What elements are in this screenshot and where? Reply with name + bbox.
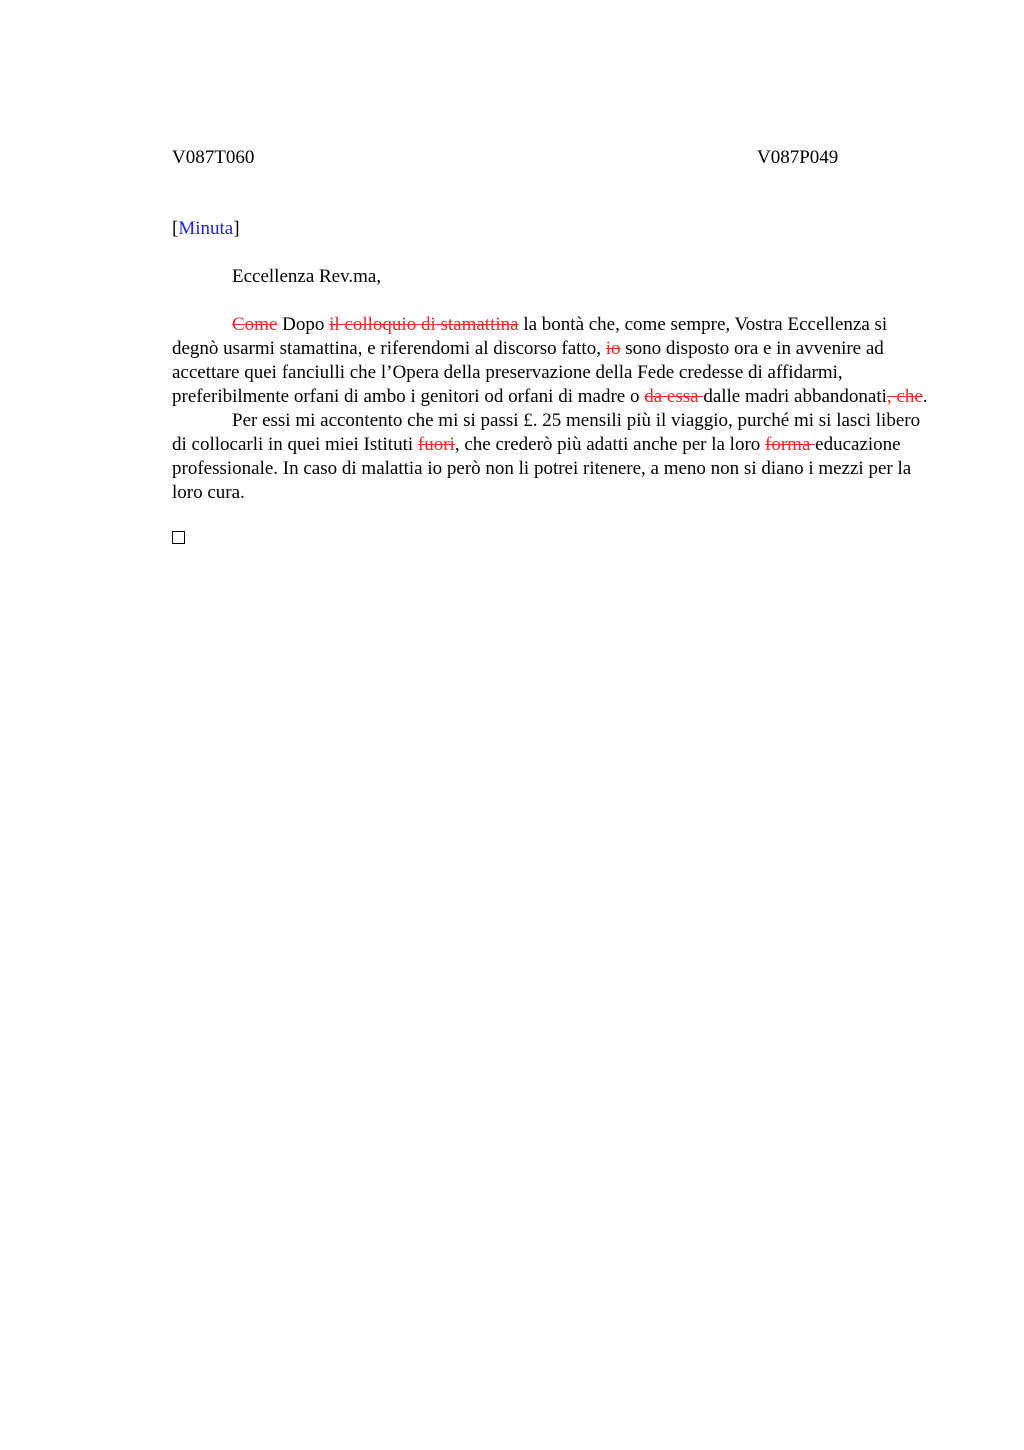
deleted-text: Come	[232, 314, 278, 335]
deleted-text: forma	[765, 434, 816, 455]
deleted-text: il colloquio di stamattina	[329, 314, 519, 335]
paragraph-2	[172, 409, 932, 505]
letter-body	[172, 313, 932, 505]
body-text: sono disposto ora e in avvenire ad accettare quei fanciulli che l’Opera della preservazione della Fede credesse di affidarmi, preferibilmente orfani di ambo i genitori od orfani di madre o	[172, 338, 884, 407]
deleted-text: fuori	[417, 434, 455, 455]
label-text: Minuta	[178, 218, 234, 239]
body-text: , che crederò più adatti anche per la loro	[454, 434, 766, 455]
paragraph-1	[172, 313, 932, 409]
deleted-text: , che	[886, 386, 923, 407]
body-text: dalle madri abbandonati	[703, 386, 887, 407]
body-text: educazione professionale. In caso di malattia io però non li potrei ritenere, a meno non si diano i mezzi per la loro cura.	[172, 434, 912, 503]
label-bracket-close: ]	[233, 218, 240, 239]
body-text: la bontà che, come sempre, Vostra Eccellenza si degnò usarmi stamattina, e riferendomi al discorso fatto,	[172, 314, 888, 359]
document-label	[172, 217, 240, 241]
body-text: Dopo	[277, 314, 330, 335]
deleted-text: da essa	[644, 386, 704, 407]
body-text: .	[922, 386, 928, 407]
document-code-left: V087T060	[172, 147, 255, 168]
label-bracket-open: [	[172, 218, 179, 239]
end-marker-box-icon	[172, 531, 185, 544]
body-text: Per essi mi accontento che mi si passi £. 25 mensili più il viaggio, purché mi si lasci libero di collocarli in quei miei Istituti	[172, 410, 921, 455]
salutation: Eccellenza Rev.ma,	[232, 266, 382, 287]
deleted-text: io	[605, 338, 621, 359]
document-code-right: V087P049	[757, 147, 839, 168]
